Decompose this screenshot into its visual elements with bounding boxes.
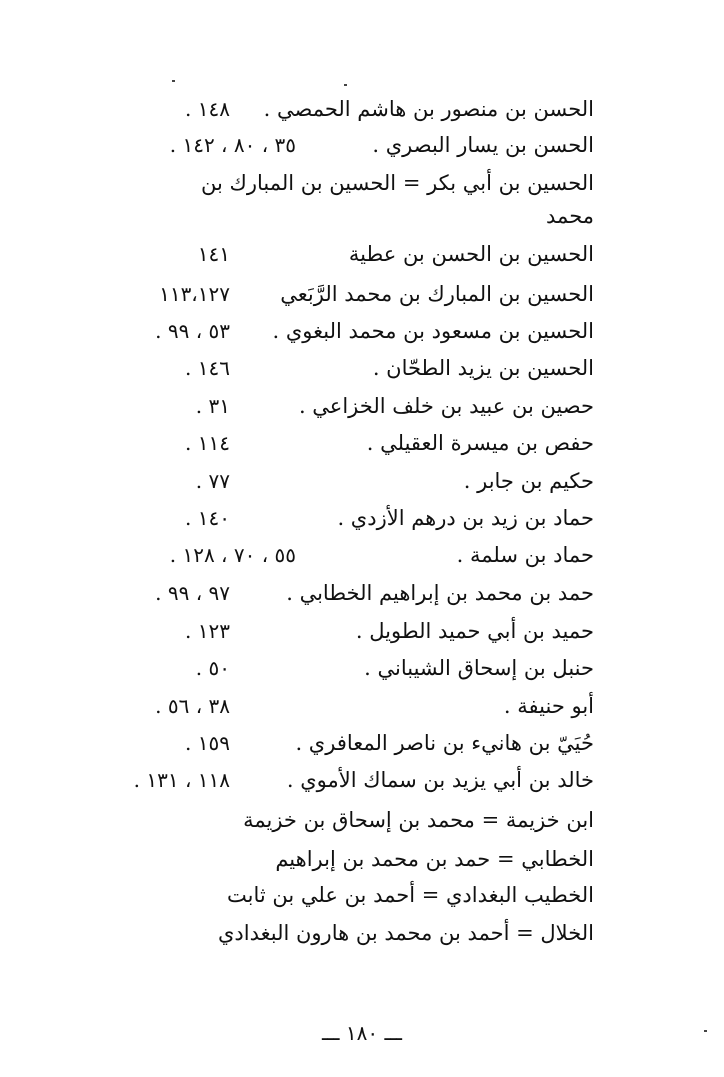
entry-pages: ١١٨ ، ١٣١ . [133, 768, 230, 792]
entry-pages: ٣٨ ، ٥٦ . [155, 694, 230, 718]
index-entry [0, 426, 724, 460]
scan-speck [172, 80, 175, 82]
entry-pages: ١٤٠ . [185, 506, 230, 530]
entry-name: الحسن بن يسار البصري . [372, 133, 594, 157]
entry-name: حماد بن زيد بن درهم الأزدي . [337, 506, 594, 530]
index-entry [0, 614, 724, 648]
entry-name: ابن خزيمة = محمد بن إسحاق بن خزيمة [243, 808, 594, 832]
index-entry [0, 128, 724, 162]
entry-pages: ٣٥ ، ٨٠ ، ١٤٢ . [169, 133, 296, 157]
entry-pages: ١١٣،١٢٧ [159, 282, 230, 306]
entry-pages: ١٤٦ . [185, 356, 230, 380]
scan-speck [344, 84, 347, 86]
entry-pages: ١٤٨ . [185, 97, 230, 121]
index-entry [0, 842, 724, 876]
index-entry [0, 501, 724, 535]
entry-name: الحسين بن يزيد الطحّان . [372, 356, 594, 380]
entry-name: الخطابي = حمد بن محمد بن إبراهيم [275, 847, 594, 871]
page-number: ـــ ١٨٠ ـــ [321, 1021, 403, 1045]
entry-name: حمد بن محمد بن إبراهيم الخطابي . [286, 581, 594, 605]
entry-name: أبو حنيفة . [503, 694, 594, 718]
entry-name: خالد بن أبي يزيد بن سماك الأموي . [286, 768, 594, 792]
entry-pages: ٥٠ . [195, 656, 230, 680]
index-entry [0, 878, 724, 912]
entry-name: حميد بن أبي حميد الطويل . [355, 619, 594, 643]
index-entry [0, 389, 724, 423]
entry-name: حصين بن عبيد بن خلف الخزاعي . [298, 394, 594, 418]
entry-name: حنبل بن إسحاق الشيباني . [364, 656, 594, 680]
index-entry [0, 92, 724, 126]
index-entry [0, 726, 724, 760]
index-entry [0, 314, 724, 348]
entry-pages: ٥٣ ، ٩٩ . [155, 319, 230, 343]
entry-name: حُيَيّ بن هانيء بن ناصر المعافري . [295, 731, 594, 755]
index-entry [0, 689, 724, 723]
index-entry [0, 763, 724, 797]
index-entry [0, 651, 724, 685]
index-entry-continuation [0, 199, 724, 233]
entry-name: الحسن بن منصور بن هاشم الحمصي . [263, 97, 594, 121]
entry-name: الحسين بن مسعود بن محمد البغوي . [272, 319, 594, 343]
index-entry [0, 237, 724, 271]
index-entry [0, 576, 724, 610]
entry-name: محمد [546, 204, 594, 228]
entry-pages: ١١٤ . [185, 431, 230, 455]
entry-name: حماد بن سلمة . [456, 543, 594, 567]
entry-name: الحسين بن أبي بكر = الحسين بن المبارك بن [201, 171, 594, 195]
entry-name: حكيم بن جابر . [463, 469, 594, 493]
entry-name: الحسين بن الحسن بن عطية [348, 242, 594, 266]
index-entry [0, 803, 724, 837]
entry-name: حفص بن ميسرة العقيلي . [366, 431, 594, 455]
index-entry [0, 166, 724, 200]
entry-name: الحسين بن المبارك بن محمد الرَّبَعي [280, 282, 594, 306]
index-entry [0, 916, 724, 950]
entry-pages: ٣١ . [195, 394, 230, 418]
entry-pages: ٧٧ . [195, 469, 230, 493]
entry-pages: ١٤١ [197, 242, 230, 266]
entry-pages: ١٢٣ . [185, 619, 230, 643]
entry-name: الخطيب البغدادي = أحمد بن علي بن ثابت [227, 883, 594, 907]
entry-pages: ٥٥ ، ٧٠ ، ١٢٨ . [169, 543, 296, 567]
index-entry [0, 351, 724, 385]
index-entry [0, 277, 724, 311]
index-entry [0, 538, 724, 572]
index-entry [0, 464, 724, 498]
entry-pages: ٩٧ ، ٩٩ . [155, 581, 230, 605]
entry-pages: ١٥٩ . [185, 731, 230, 755]
entry-name: الخلال = أحمد بن محمد بن هارون البغدادي [217, 921, 594, 945]
